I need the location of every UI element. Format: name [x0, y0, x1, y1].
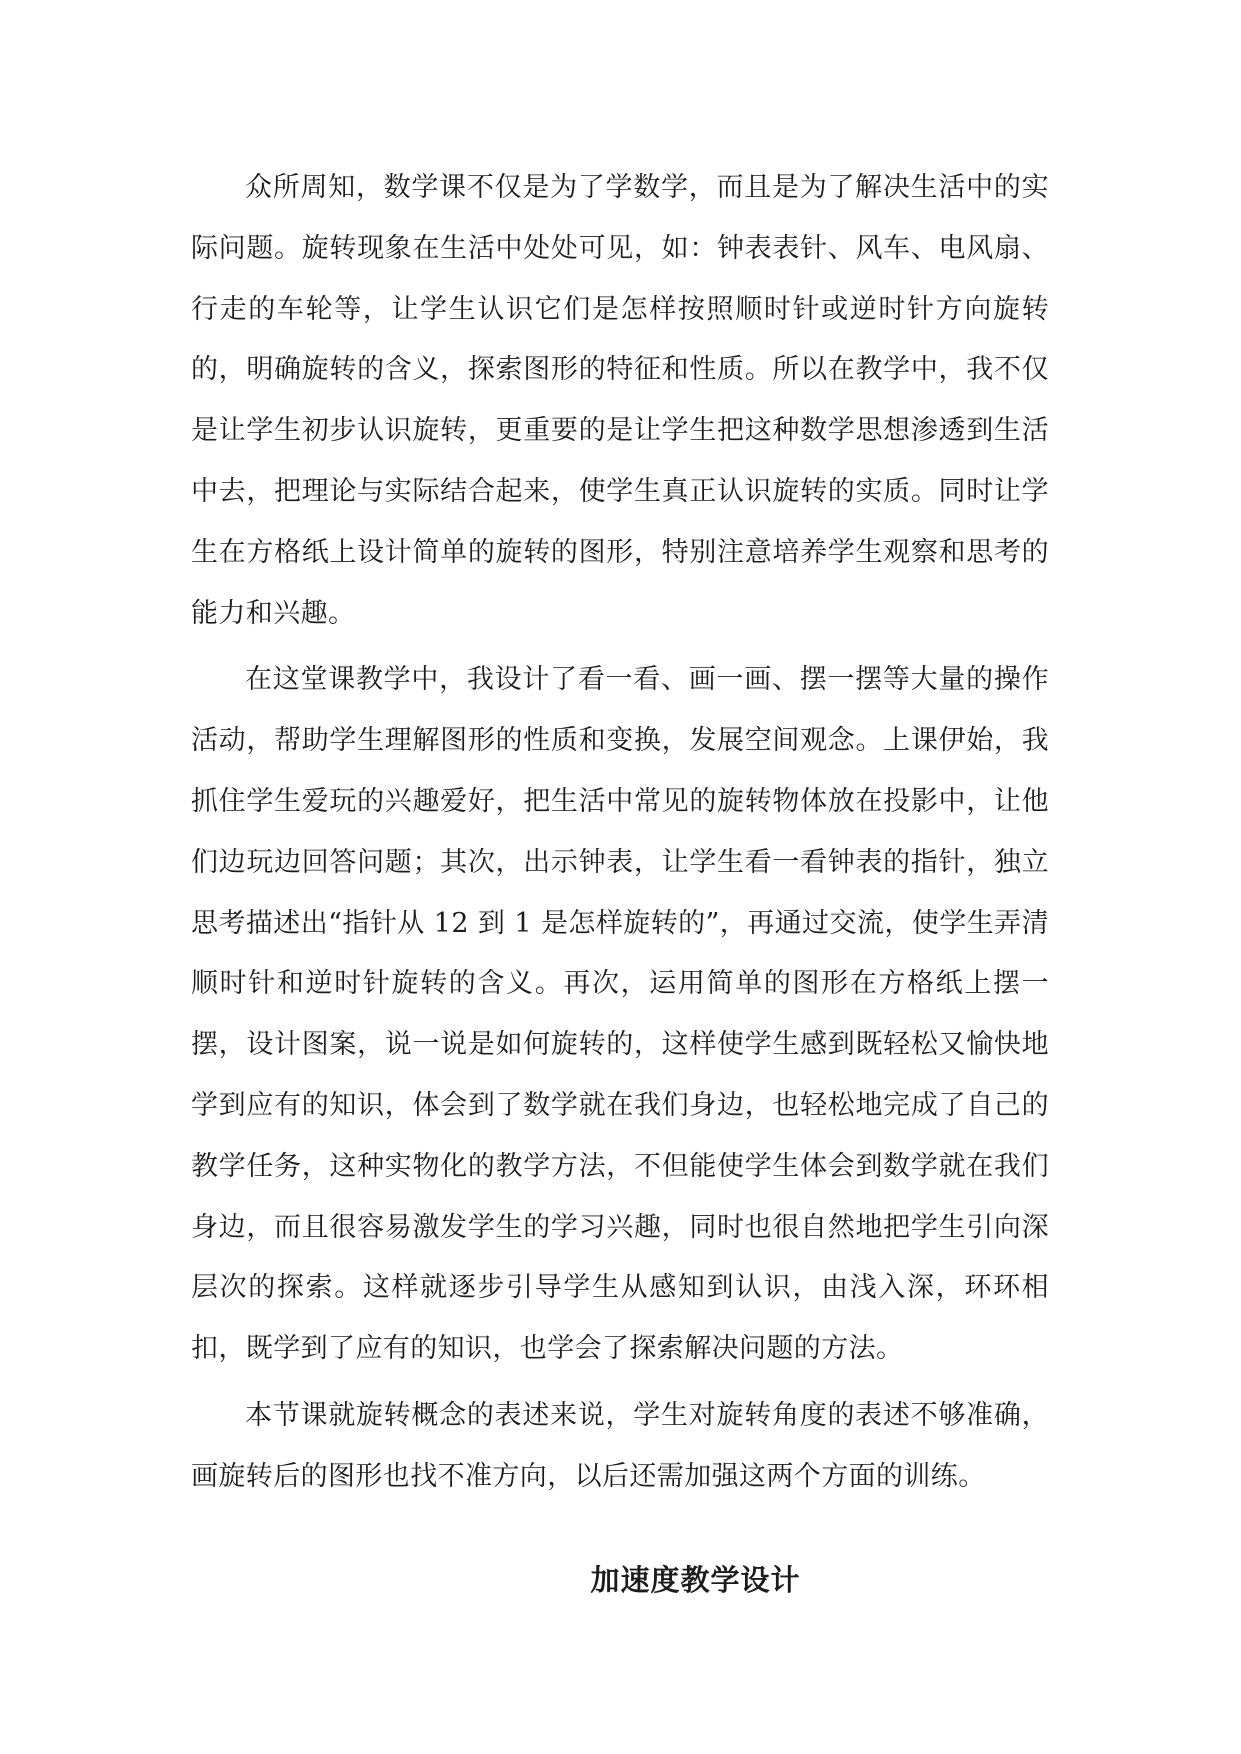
section-heading: 加速度教学设计 [590, 1563, 801, 1597]
section-heading-wrapper [0, 1558, 1241, 1599]
body-text [191, 158, 1049, 1514]
paragraph-3: 本节课就旋转概念的表述来说，学生对旋转角度的表述不够准确，画旋转后的图形也找不准方向，以后还需加强这两个方面的训练。 [191, 1399, 1049, 1492]
paragraph-2: 在这堂课教学中，我设计了看一看、画一画、摆一摆等大量的操作活动，帮助学生理解图形的性质和变换，发展空间观念。上课伊始，我抓住学生爱玩的兴趣爱好，把生活中常见的旋转物体放在投影中，让他们边玩边回答问题；其次，出示钟表，让学生看一看钟表的指针，独立思考描述出“指针从 12 到 1 是怎样旋转的”，再通过交流，使学生弄清顺时针和逆时针旋转的含义。再次，运用简单的图形在方格纸上摆一摆，设计图案，说一说是如何旋转的，这样使学生感到既轻松又愉快地学到应有的知识，体会到了数学就在我们身边，也轻松地完成了自己的教学任务，这种实物化的教学方法，不但能使学生体会到数学就在我们身边，而且很容易激发学生的学习兴趣，同时也很自然地把学生引向深层次的探索。这样就逐步引导学生从感知到认识，由浅入深，环环相扣，既学到了应有的知识，也学会了探索解决问题的方法。 [191, 664, 1049, 1365]
paragraph-1: 众所周知，数学课不仅是为了学数学，而且是为了解决生活中的实际问题。旋转现象在生活中处处可见，如：钟表表针、风车、电风扇、行走的车轮等，让学生认识它们是怎样按照顺时针或逆时针方向旋转的，明确旋转的含义，探索图形的特征和性质。所以在教学中，我不仅是让学生初步认识旋转，更重要的是让学生把这种数学思想渗透到生活中去，把理论与实际结合起来，使学生真正认识旋转的实质。同时让学生在方格纸上设计简单的旋转的图形，特别注意培养学生观察和思考的能力和兴趣。 [191, 172, 1049, 629]
